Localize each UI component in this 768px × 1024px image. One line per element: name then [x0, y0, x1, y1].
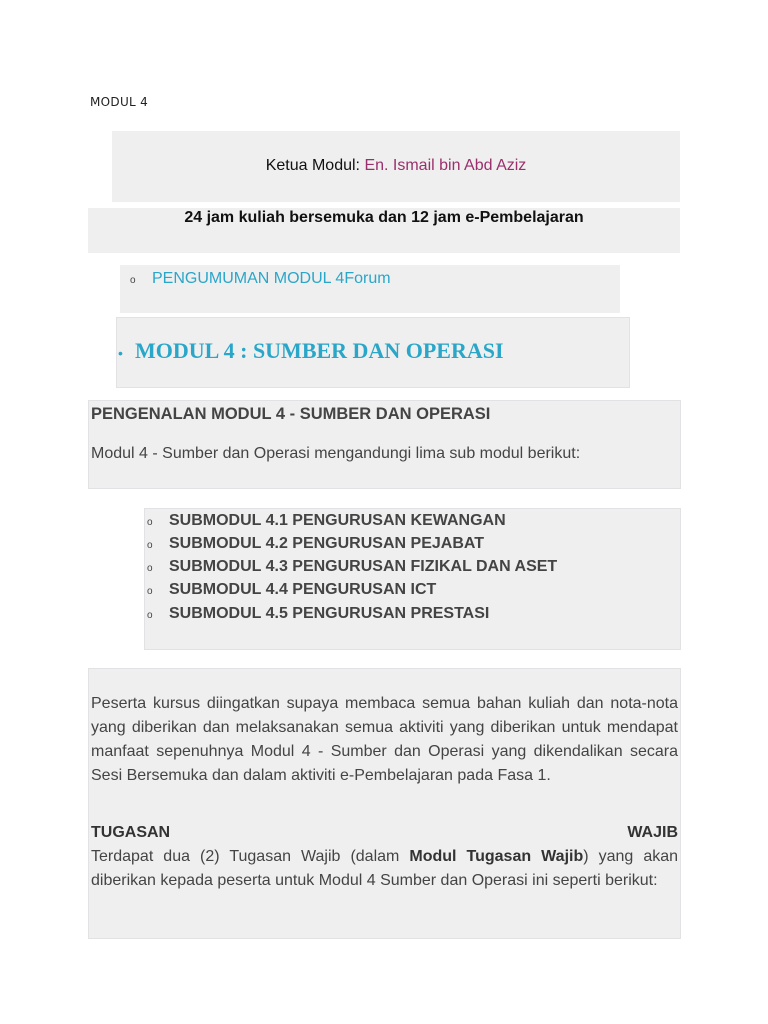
submodul-label[interactable]: SUBMODUL 4.2 PENGURUSAN PEJABAT	[169, 535, 485, 552]
list-bullet: o	[147, 586, 153, 597]
submodul-label[interactable]: SUBMODUL 4.5 PENGURUSAN PRESTASI	[169, 605, 490, 622]
tugasan-paragraph	[91, 845, 678, 893]
tugasan-heading-right: WAJIB	[627, 824, 678, 841]
list-bullet: o	[147, 563, 153, 574]
submodul-label[interactable]: SUBMODUL 4.4 PENGURUSAN ICT	[169, 581, 437, 598]
modul-heading[interactable]: MODUL 4 : SUMBER DAN OPERASI	[135, 338, 504, 363]
tugasan-wajib-heading	[91, 824, 678, 842]
submodul-item[interactable]	[147, 605, 489, 623]
list-bullet: o	[147, 610, 153, 621]
submodul-label[interactable]: SUBMODUL 4.3 PENGURUSAN FIZIKAL DAN ASET	[169, 558, 558, 575]
pengumuman-link-text[interactable]: PENGUMUMAN MODUL 4	[152, 270, 345, 287]
pengenalan-description: Modul 4 - Sumber dan Operasi mengandungi lima sub modul berikut:	[91, 445, 581, 462]
tugasan-text-before: Terdapat dua (2) Tugasan Wajib (dalam	[91, 848, 410, 865]
submodul-item[interactable]	[147, 512, 506, 530]
submodul-item[interactable]	[147, 535, 484, 553]
submodul-item[interactable]	[147, 581, 436, 599]
tugasan-text-after: ) yang akan diberikan kepada peserta untuk Modul 4 Sumber dan Operasi ini seperti berikut:	[91, 848, 679, 889]
list-bullet: o	[130, 275, 136, 286]
list-bullet: o	[147, 517, 153, 528]
heading-bullet: •	[118, 345, 123, 361]
peserta-paragraph: Peserta kursus diingatkan supaya membaca semua bahan kuliah dan nota-nota yang diberikan dan melaksanakan semua aktiviti yang diberikan untuk mendapat manfaat sepenuhnya Modul 4 - Sumber dan Operasi yang dikendalikan secara Sesi Bersemuka dan dalam aktiviti e-Pembelajaran pada Fasa 1.	[91, 695, 678, 784]
pengumuman-forum-link[interactable]	[152, 270, 391, 288]
pengumuman-forum-suffix[interactable]: Forum	[344, 270, 391, 287]
ketua-modul-name: En. Ismail bin Abd Aziz	[364, 157, 527, 174]
submodul-item[interactable]	[147, 558, 557, 576]
tugasan-text-bold: Modul Tugasan Wajib	[409, 848, 584, 865]
jam-kuliah-text: 24 jam kuliah bersemuka dan 12 jam e-Pembelajaran	[184, 209, 584, 226]
document-label: MODUL 4	[90, 95, 149, 109]
pengenalan-title: PENGENALAN MODUL 4 - SUMBER DAN OPERASI	[91, 405, 491, 423]
list-bullet: o	[147, 540, 153, 551]
ketua-modul-prefix: Ketua Modul:	[265, 157, 365, 174]
tugasan-heading-left: TUGASAN	[91, 824, 171, 841]
submodul-label[interactable]: SUBMODUL 4.1 PENGURUSAN KEWANGAN	[169, 512, 506, 529]
ketua-modul-line	[112, 157, 680, 175]
